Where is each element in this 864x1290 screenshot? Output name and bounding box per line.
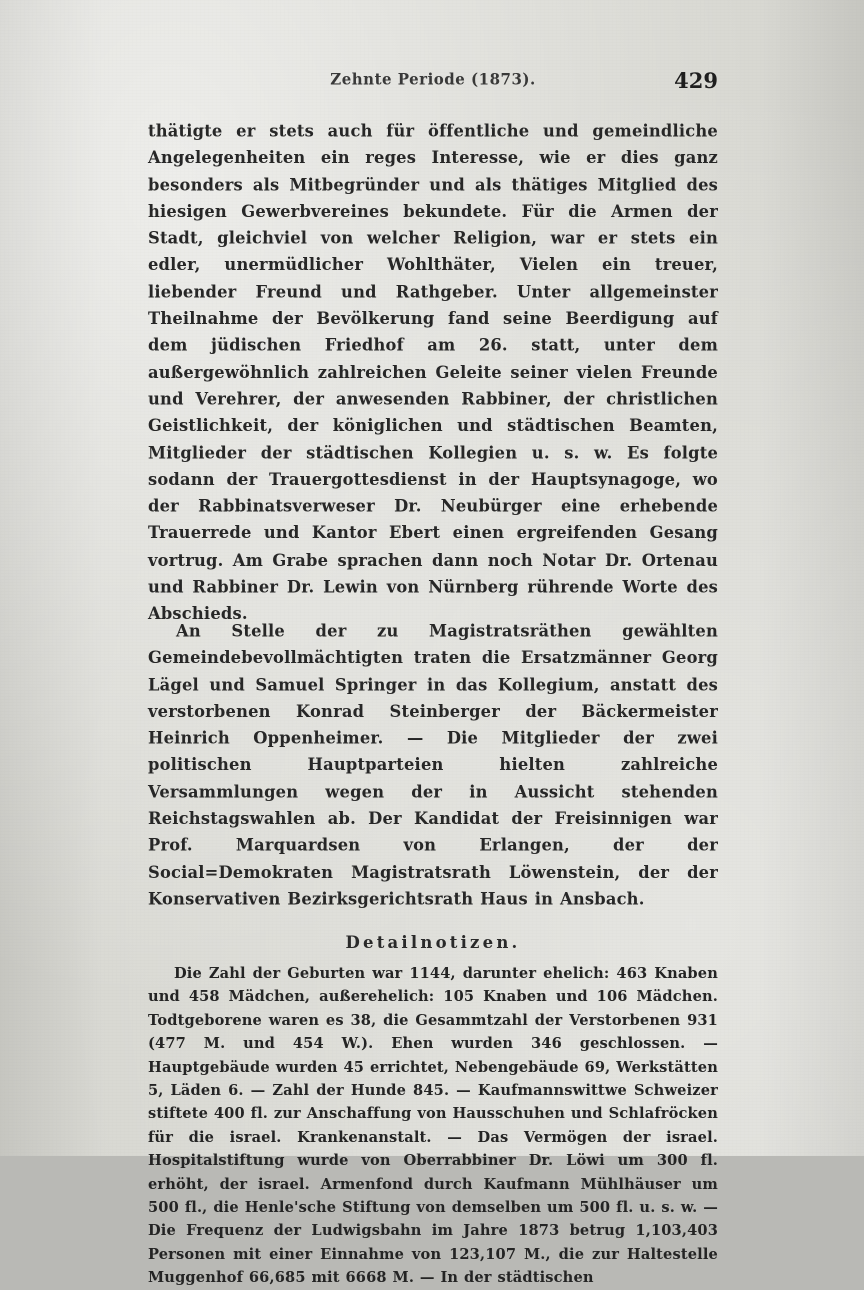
running-title: Zehnte Periode (1873). bbox=[330, 69, 536, 89]
page-number: 429 bbox=[674, 68, 718, 93]
body-paragraph-2: An Stelle der zu Magistratsräthen gewählten Gemeindebevollmächtigten traten die Ersatzmänner Georg Lägel und Samuel Springer in das Kollegium, anstatt des verstorbenen Konrad Steinberger der Bäckermeister Heinrich Oppenheimer. — Die Mitglieder der zwei politischen Hauptparteien hielten zahlreiche Versammlungen wegen der in Aussicht stehenden Reichstagswahlen ab. Der Kandidat der Freisinnigen war Prof. Marquardsen von Erlangen, der der Social=Demokraten Magistratsrath Löwenstein, der der Konservativen Bezirksgerichtsrath Haus in Ansbach. bbox=[148, 620, 718, 909]
page-content bbox=[148, 70, 718, 1290]
section-heading: Detailnotizen. bbox=[345, 932, 521, 952]
detail-notes-paragraph: Die Zahl der Geburten war 1144, darunter ehelich: 463 Knaben und 458 Mädchen, außerehelich: 105 Knaben und 106 Mädchen. Todtgeborene waren es 38, die Gesammtzahl der Verstorbenen 931 (477 M. und 454 W.). Ehen wurden 346 geschlossen. — Hauptgebäude wurden 45 errichtet, Nebengebäude 69, Werkstätten 5, Läden 6. — Zahl der Hunde 845. — Kaufmannswittwe Schweizer stiftete 400 fl. zur Anschaffung von Hausschuhen und Schlafröcken für die israel. Krankenanstalt. — Das Vermögen der israel. Hospitalstiftung wurde von Oberrabbiner Dr. Löwi um 300 fl. erhöht, der israel. Armenfond durch Kaufmann Mühlhäuser um 500 fl., die Henle'sche Stiftung von demselben um 500 fl. u. s. w. — Die Frequenz der Ludwigsbahn im Jahre 1873 betrug 1,103,403 Personen mit einer Einnahme von 123,107 M., die zur Haltestelle Muggenhof 66,685 mit 6668 M. — In der städtischen bbox=[148, 964, 718, 1287]
page-header bbox=[148, 70, 718, 100]
body-paragraph-1: thätigte er stets auch für öffentliche und gemeindliche Angelegenheiten ein reges Interesse, wie er dies ganz besonders als Mitbegründer und als thätiges Mitglied des hiesigen Gewerbvereines bekundete. Für die Armen der Stadt, gleichviel von welcher Religion, war er stets ein edler, unermüdlicher Wohlthäter, Vielen ein treuer, liebender Freund und Rathgeber. Unter allgemeinster Theilnahme der Bevölkerung fand seine Beerdigung auf dem jüdischen Friedhof am 26. statt, unter dem außergewöhnlich zahlreichen Geleite seiner vielen Freunde und Verehrer, der anwesenden Rabbiner, der christlichen Geistlichkeit, der königlichen und städtischen Beamten, Mitglieder der städtischen Kollegien u. s. w. Es folgte sodann der Trauergottesdienst in der Hauptsynagoge, wo der Rabbinatsverweser Dr. Neubürger eine erhebende Trauerrede und Kantor Ebert einen ergreifenden Gesang vortrug. Am Grabe sprachen dann noch Notar Dr. Ortenau und Rabbiner Dr. Lewin von Nürnberg rührende Worte des Abschieds. bbox=[148, 121, 718, 624]
